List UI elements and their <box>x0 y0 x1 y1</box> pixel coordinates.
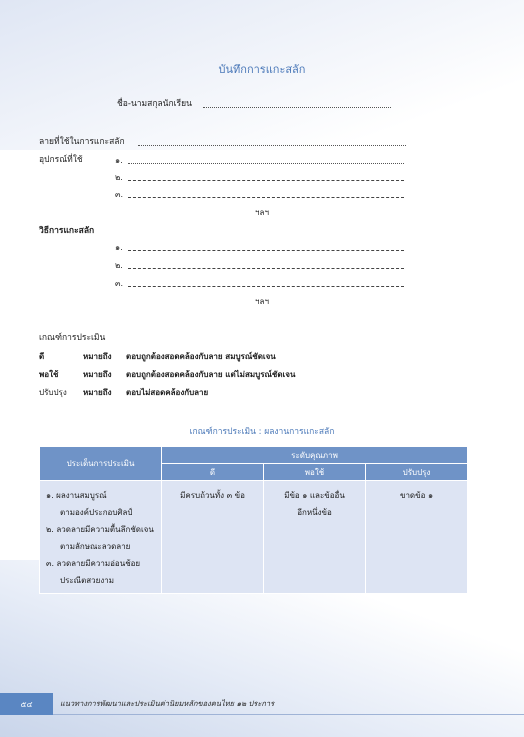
cell-fair-line: มีข้อ ๑ และข้ออื่น <box>284 491 345 500</box>
header-level-good: ดี <box>162 464 264 481</box>
method-item-number: ๑. <box>115 243 123 252</box>
topic-line: ตามลักษณะลวดลาย <box>60 542 131 551</box>
equipment-item-number: ๑. <box>115 156 123 165</box>
criteria-desc-fair: ตอบถูกต้องสอดคล้องกับลาย แต่ไม่สมบูรณ์ชัดเจน <box>126 370 296 379</box>
equipment-blank-2[interactable] <box>128 180 404 181</box>
criteria-level-improve: ปรับปรุง <box>39 388 67 397</box>
cell-fair <box>264 481 366 594</box>
method-item-number: ๓. <box>115 279 124 288</box>
criteria-level-fair: พอใช้ <box>39 370 59 379</box>
method-label: วิธีการแกะสลัก <box>39 226 95 236</box>
footer-divider <box>53 714 524 715</box>
topic-line: ๑. ผลงานสมบูรณ์ <box>46 491 107 500</box>
page-number: ๕๔ <box>20 700 33 709</box>
criteria-desc-good: ตอบถูกต้องสอดคล้องกับลาย สมบูรณ์ชัดเจน <box>126 352 276 361</box>
table-title: เกณฑ์การประเมิน : ผลงานการแกะสลัก <box>189 427 335 437</box>
cell-good-text: มีครบถ้วนทั้ง ๓ ข้อ <box>180 491 245 500</box>
equipment-etc: ฯลฯ <box>255 208 269 217</box>
pattern-blank[interactable] <box>138 145 406 146</box>
equipment-item-number: ๒. <box>115 173 123 182</box>
footer-title: แนวทางการพัฒนาและประเมินค่านิยมหลักของคนไทย ๑๒ ประการ <box>60 699 275 708</box>
evaluation-table <box>39 446 468 594</box>
student-name-label: ชื่อ-นามสกุลนักเรียน <box>117 99 192 109</box>
pattern-label: ลายที่ใช้ในการแกะสลัก <box>39 137 125 147</box>
criteria-meaning: หมายถึง <box>83 370 112 379</box>
criteria-meaning: หมายถึง <box>83 352 112 361</box>
header-quality: ระดับคุณภาพ <box>162 447 468 464</box>
criteria-level-good: ดี <box>39 352 45 361</box>
method-blank-3[interactable] <box>128 286 404 287</box>
cell-fair-line: อีกหนึ่งข้อ <box>297 508 332 517</box>
equipment-label: อุปกรณ์ที่ใช้ <box>39 155 83 165</box>
table-row-topics <box>40 481 162 594</box>
topic-line: ๓. ลวดลายมีความอ่อนช้อย <box>46 559 141 568</box>
criteria-heading: เกณฑ์การประเมิน <box>39 333 106 343</box>
header-level-fair: พอใช้ <box>264 464 366 481</box>
page-title: บันทึกการแกะสลัก <box>218 63 306 76</box>
method-blank-1[interactable] <box>128 250 404 251</box>
topic-line: ประณีตสวยงาม <box>60 576 115 585</box>
student-name-blank[interactable] <box>203 107 391 108</box>
criteria-meaning: หมายถึง <box>83 388 112 397</box>
equipment-item-number: ๓. <box>115 190 124 199</box>
header-topic: ประเด็นการประเมิน <box>40 447 162 481</box>
cell-good <box>162 481 264 594</box>
topic-line: ๒. ลวดลายมีความตื้นลึกชัดเจน <box>46 525 154 534</box>
method-blank-2[interactable] <box>128 268 404 269</box>
criteria-desc-improve: ตอบไม่สอดคล้องกับลาย <box>126 388 209 397</box>
topic-line: ตามองค์ประกอบศิลป์ <box>60 508 133 517</box>
cell-improve-text: ขาดข้อ ๑ <box>399 491 434 500</box>
equipment-blank-1[interactable] <box>128 163 404 164</box>
method-item-number: ๒. <box>115 261 123 270</box>
method-etc: ฯลฯ <box>255 297 269 306</box>
header-level-improve: ปรับปรุง <box>366 464 468 481</box>
equipment-blank-3[interactable] <box>128 197 404 198</box>
cell-improve <box>366 481 468 594</box>
